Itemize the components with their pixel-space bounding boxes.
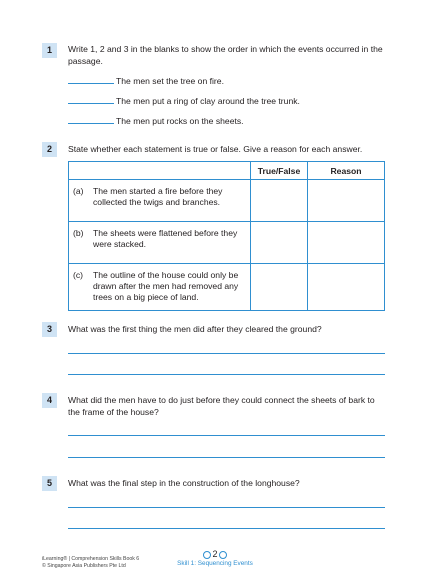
table-header-true-false: True/False <box>251 162 308 180</box>
skill-label: Skill 1: Sequencing Events <box>177 560 253 567</box>
question-number-2: 2 <box>42 142 57 157</box>
question-1-text: Write 1, 2 and 3 in the blanks to show the order in which the events occurred in the passage. <box>68 44 383 66</box>
answer-blank[interactable] <box>68 123 114 124</box>
answer-line[interactable] <box>68 435 385 436</box>
footer-page-info <box>150 549 280 568</box>
answer-line[interactable] <box>68 353 385 354</box>
question-number-3: 3 <box>42 322 57 337</box>
ring-icon <box>203 551 211 559</box>
statement-cell <box>69 264 251 311</box>
ring-icon <box>219 551 227 559</box>
question-5-text: What was the final step in the construction of the longhouse? <box>68 478 300 488</box>
answer-blank[interactable] <box>68 103 114 104</box>
sequence-item-text: The men set the tree on fire. <box>116 76 224 86</box>
reason-cell[interactable] <box>308 180 385 222</box>
true-false-cell[interactable] <box>251 180 308 222</box>
true-false-cell[interactable] <box>251 222 308 264</box>
answer-blank[interactable] <box>68 83 114 84</box>
sequence-item-text: The men put rocks on the sheets. <box>116 116 244 126</box>
statement-label: (a) <box>73 186 84 196</box>
statement-label: (b) <box>73 228 84 238</box>
statement-text: The outline of the house could only be drawn after the men had removed any trees on a big piece of land. <box>93 270 239 302</box>
sequence-item-text: The men put a ring of clay around the tree trunk. <box>116 96 300 106</box>
footer-book-title: iLearning® | Comprehension Skills Book 6 <box>42 556 140 562</box>
footer-publisher <box>42 556 139 570</box>
table-row <box>69 264 385 311</box>
answer-line[interactable] <box>68 374 385 375</box>
answer-line[interactable] <box>68 457 385 458</box>
question-2-text: State whether each statement is true or false. Give a reason for each answer. <box>68 144 363 154</box>
table-header-row <box>69 162 385 180</box>
statement-cell <box>69 180 251 222</box>
answer-line[interactable] <box>68 528 385 529</box>
true-false-table <box>68 161 385 311</box>
reason-cell[interactable] <box>308 264 385 311</box>
table-row <box>69 222 385 264</box>
statement-label: (c) <box>73 270 84 280</box>
question-number-1: 1 <box>42 43 57 58</box>
statement-text: The sheets were flattened before they were stacked. <box>93 228 238 249</box>
question-3-text: What was the first thing the men did after they cleared the ground? <box>68 324 322 334</box>
table-header-reason: Reason <box>308 162 385 180</box>
footer-copyright: © Singapore Asia Publishers Pte Ltd <box>42 563 126 569</box>
reason-cell[interactable] <box>308 222 385 264</box>
page-number-row <box>150 549 280 559</box>
true-false-cell[interactable] <box>251 264 308 311</box>
page-number: 2 <box>212 549 218 559</box>
question-number-4: 4 <box>42 393 57 408</box>
question-number-5: 5 <box>42 476 57 491</box>
table-row <box>69 180 385 222</box>
statement-cell <box>69 222 251 264</box>
question-4-text: What did the men have to do just before they could connect the sheets of bark to the frame of the house? <box>68 395 375 417</box>
table-header-statement <box>69 162 251 180</box>
answer-line[interactable] <box>68 507 385 508</box>
statement-text: The men started a fire before they collected the twigs and branches. <box>93 186 223 207</box>
